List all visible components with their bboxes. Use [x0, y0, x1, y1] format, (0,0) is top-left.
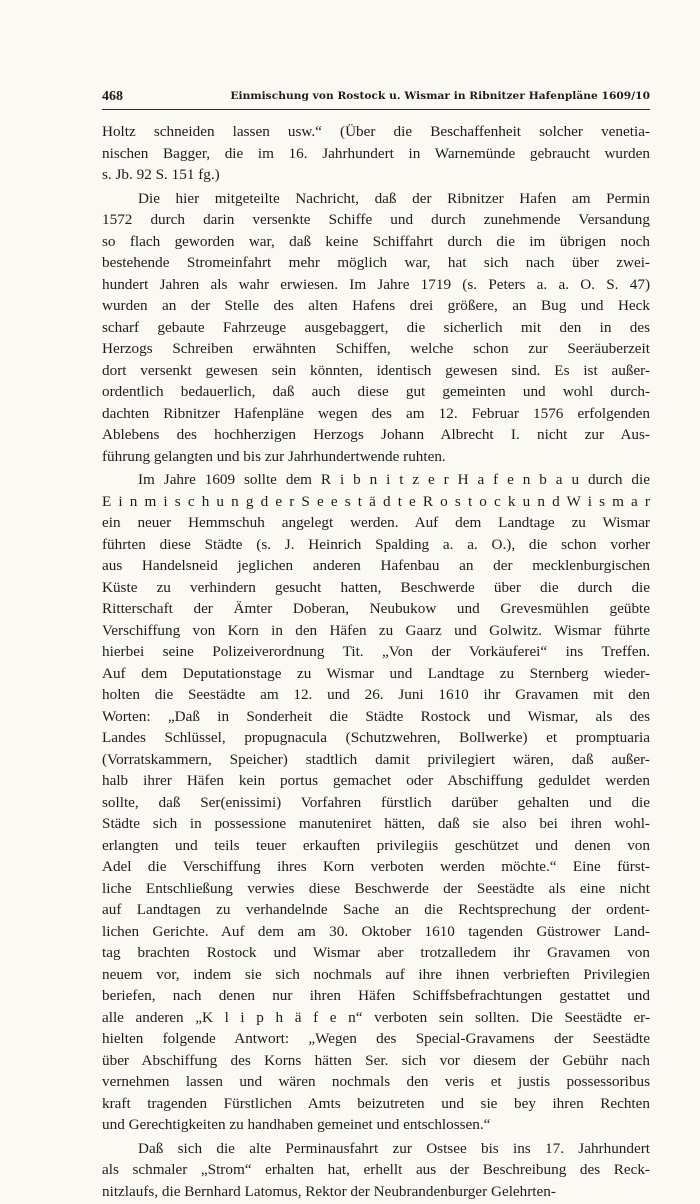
text-line: halb ihrer Häfen kein portus gemachet oder Abschiffung geduldet werden [102, 772, 650, 789]
text-line: als schmaler „Strom“ erhalten hat, erhellt aus der Beschreibung des Reck- [102, 1161, 650, 1178]
text-line: nischen Bagger, die im 16. Jahrhundert in Warnemünde gebraucht wurden [102, 144, 650, 162]
text-line: bestehende Stromeinfahrt mehr möglich war, hat sich nach über zwei- [102, 254, 650, 271]
text-line: Adel die Verschiffung ihres Korn verboten werden möchte.“ Eine fürst- [102, 858, 650, 875]
text-line: 1572 durch darin versenkte Schiffe und durch zunehmende Versandung [102, 211, 650, 228]
paragraph [102, 469, 650, 1136]
text-line: ordentlich bedauerlich, daß auch diese gut gemeinten und wohl durch- [102, 383, 650, 400]
text-line: lichen Gerichte. Auf dem am 30. Oktober 1610 tagenden Güstrower Land- [102, 922, 650, 940]
text-line: Im Jahre 1609 sollte dem R i b n i t z e r H a f e n b a u durch die [138, 471, 650, 488]
text-line: Ritterschaft der Ämter Doberan, Neubukow und Grevesmühlen geübte [102, 600, 650, 617]
text-line: beriefen, nach denen nur ihren Häfen Schiffsbefrachtungen gestattet und [102, 987, 650, 1004]
text-line: tag brachten Rostock und Wismar aber trotzalledem ihr Gravamen von [102, 944, 650, 961]
text-line: Auf dem Deputationstage zu Wismar und Landtage zu Sternberg wieder- [102, 664, 650, 682]
text-line: hielten folgende Antwort: „Wegen des Special-Gravamens der Seestädte [102, 1030, 650, 1047]
text-line: ein neuer Hemmschuh angelegt werden. Auf dem Landtage zu Wismar [102, 514, 650, 531]
running-title: Einmischung von Rostock u. Wismar in Ribnitzer Hafenpläne 1609/10 [230, 90, 650, 102]
text-line: Ablebens des hochherzigen Herzogs Johann Albrecht I. nicht zur Aus- [102, 426, 650, 443]
text-line: über Abschiffung des Korns hätten Ser. sich vor diesem der Gebühr nach [102, 1051, 650, 1069]
paragraph [102, 188, 650, 468]
text-line: neuem vor, indem sie sich nochmals auf ihre ihnen verbrieften Privilegien [102, 965, 650, 983]
text-line: hundert Jahren als wahr erwiesen. Im Jahre 1719 (s. Peters a. a. O. S. 47) [102, 275, 650, 293]
page-number: 468 [102, 89, 123, 104]
text-line: so flach geworden war, daß keine Schiffahrt durch die im übrigen noch [102, 232, 650, 250]
text-line: s. Jb. 92 S. 151 fg.) [102, 166, 220, 183]
text-line: (Vorratskammern, Speicher) stadtlich damit privilegiert wären, daß außer- [102, 750, 650, 768]
text-line: auf Landtagen zu verhandelnde Sache an die Rechtsprechung der ordent- [102, 901, 650, 918]
text-line: wurden an der Stelle des alten Hafens drei größere, an Bug und Heck [102, 297, 650, 314]
body-text [102, 121, 650, 1204]
paragraph [102, 1138, 650, 1203]
text-line: nitzlaufs, die Bernhard Latomus, Rektor der Neubrandenburger Gelehrten- [102, 1182, 556, 1200]
text-line: vernehmen lassen und wären nochmals den veris et justis possessoribus [102, 1073, 650, 1090]
text-line: sollte, daß Ser(enissimi) Vorfahren fürstlich darüber gehalten und die [102, 793, 650, 811]
text-line: führten diese Städte (s. J. Heinrich Spalding a. a. O.), die schon vorher [102, 535, 650, 553]
text-line: führung gelangten und bis zur Jahrhundertwende ruhten. [102, 447, 446, 465]
text-line: kraft tragenden Fürstlichen Amts beizutreten und sie bey ihren Rechten [102, 1094, 650, 1112]
text-line: Holtz schneiden lassen usw.“ (Über die Beschaffenheit solcher venetia- [102, 123, 650, 140]
paragraph [102, 121, 650, 186]
text-line: Küste zu verhindern gesucht hatten, Beschwerde über die durch die [102, 578, 650, 596]
text-line: alle anderen „K l i p h ä f e n“ verboten sein sollten. Die Seestädte er- [102, 1008, 650, 1026]
text-line: E i n m i s c h u n g d e r S e e s t ä d t e R o s t o c k u n d W i s m a r [102, 492, 650, 510]
text-line: erlangten und teils teuer erkauften privilegiis geschützet und denen von [102, 836, 650, 854]
text-line: scharf gebaute Fahrzeuge ausgebaggert, die sicherlich mit den in des [102, 318, 650, 336]
text-line: Herzogs Schreiben erwähnten Schiffen, welche schon zur Seeräuberzeit [102, 340, 650, 357]
text-line: holten die Seestädte am 12. und 26. Juni 1610 ihr Gravamen mit den [102, 686, 650, 703]
text-line: Verschiffung von Korn in den Häfen zu Gaarz und Golwitz. Wismar führte [102, 621, 650, 639]
text-line: Worten: „Daß in Sonderheit die Städte Rostock und Wismar, als des [102, 707, 650, 725]
text-line: Städte sich in possessione manuteniret hätten, daß sie also bei ihren wohl- [102, 815, 650, 832]
text-line: aus Handelsneid jeglichen anderen Hafenbau an der mecklenburgischen [102, 557, 650, 574]
text-line: Daß sich die alte Perminausfahrt zur Ostsee bis ins 17. Jahrhundert [138, 1139, 650, 1157]
text-line: dort versenkt gewesen sein könnten, identisch gewesen sind. Es ist außer- [102, 361, 650, 379]
text-line: dachten Ribnitzer Hafenpläne wegen des am 12. Februar 1576 erfolgenden [102, 404, 650, 422]
text-line: und Gerechtigkeiten zu handhaben gemeinet und entschlossen.“ [102, 1116, 491, 1133]
text-line: Landes Schlüssel, propugnacula (Schutzwehren, Bollwerke) et promptuaria [102, 729, 650, 746]
running-header [102, 87, 650, 110]
text-line: hierbei seine Polizeiverordnung Tit. „Von der Vorkäuferei“ ins Treffen. [102, 643, 650, 660]
text-line: Die hier mitgeteilte Nachricht, daß der Ribnitzer Hafen am Permin [138, 189, 650, 207]
text-line: liche Entschließung verwies diese Beschwerde der Seestädte als eine nicht [102, 879, 650, 897]
